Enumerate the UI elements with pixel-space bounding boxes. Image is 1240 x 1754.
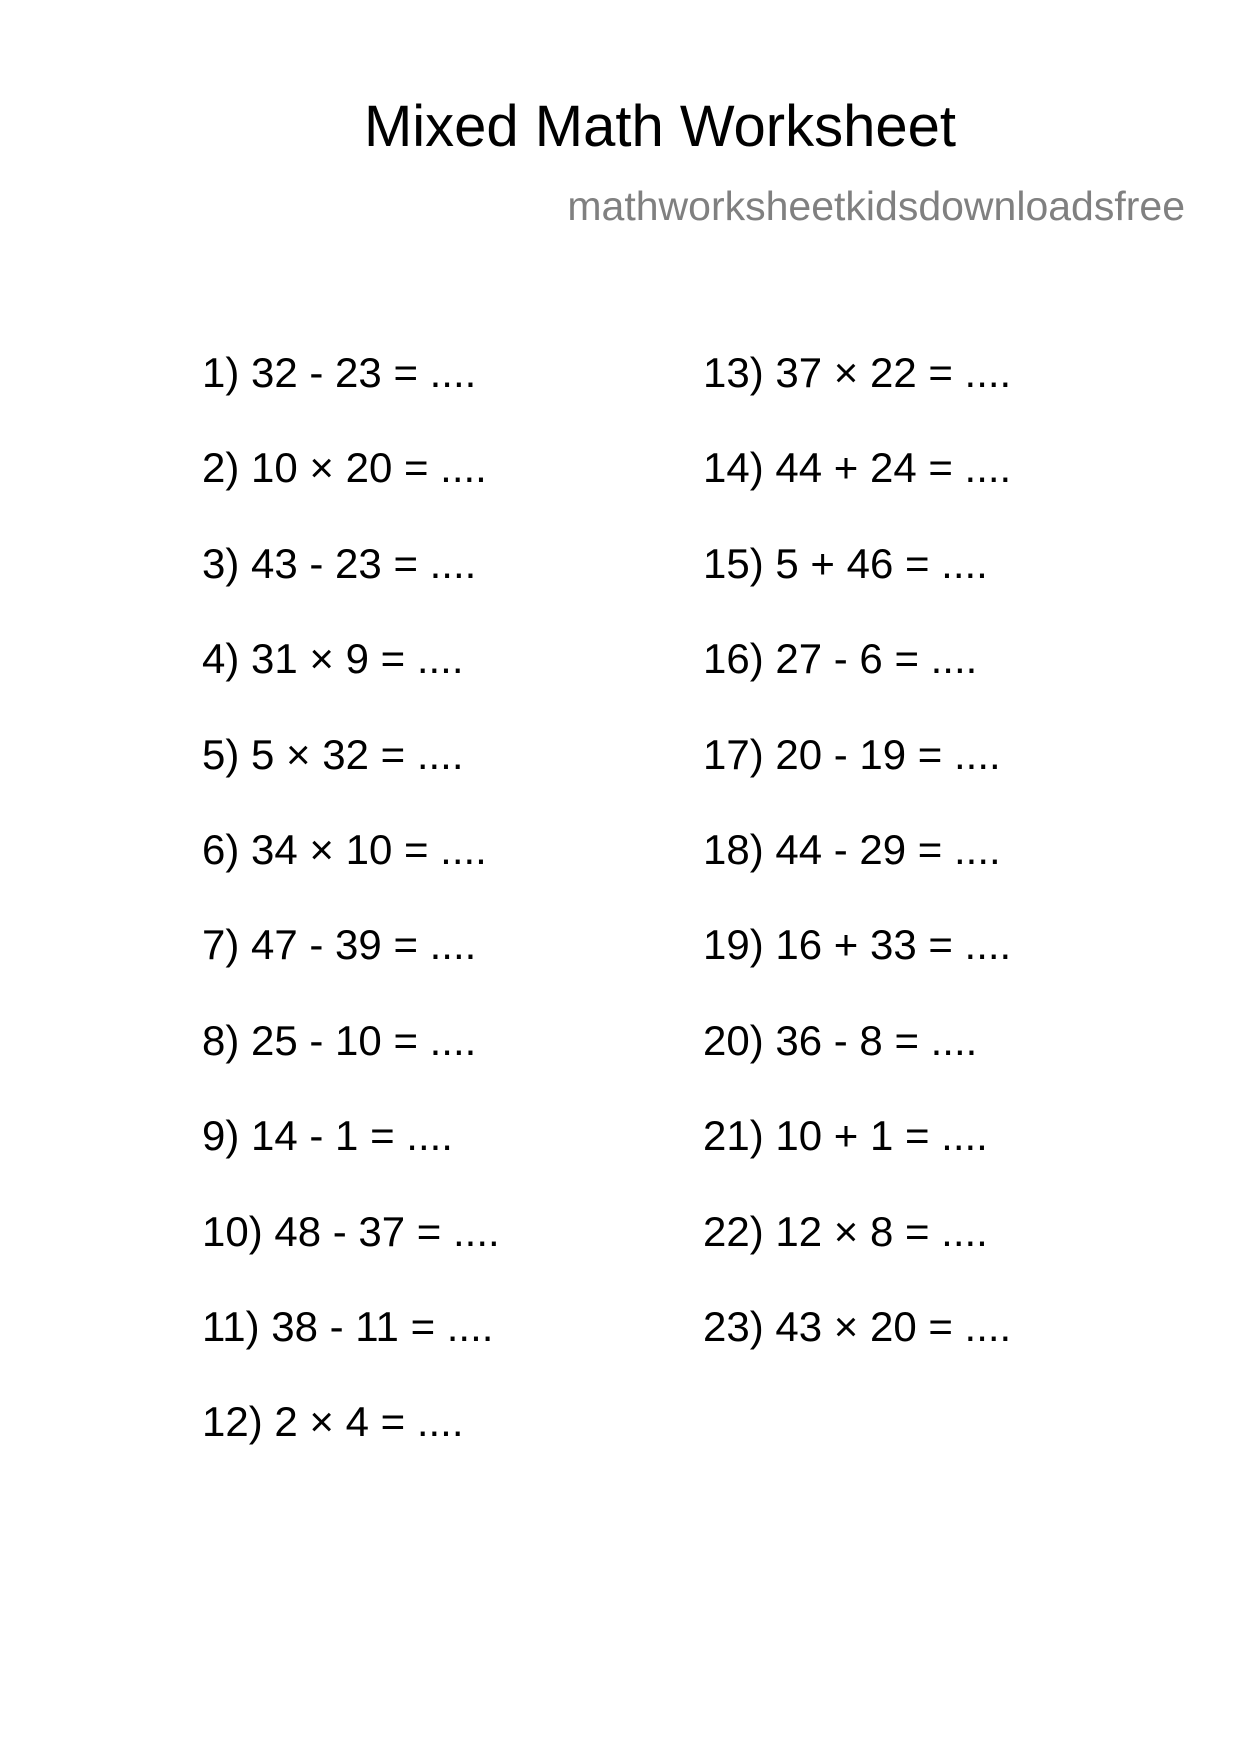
worksheet-title: Mixed Math Worksheet (363, 94, 957, 159)
problem-column-right (703, 349, 1012, 1401)
problem-19: 19) 16 + 33 = .... (703, 921, 1012, 969)
worksheet-subtitle: mathworksheetkidsdownloadsfree (567, 183, 1185, 229)
problem-5: 5) 5 × 32 = .... (202, 730, 464, 778)
problem-6: 6) 34 × 10 = .... (202, 825, 487, 873)
problem-11: 11) 38 - 11 = .... (202, 1302, 494, 1350)
problem-12: 12) 2 × 4 = .... (202, 1398, 464, 1446)
problem-9: 9) 14 - 1 = .... (202, 1112, 453, 1160)
problem-2: 2) 10 × 20 = .... (202, 444, 487, 492)
problem-21: 21) 10 + 1 = .... (703, 1112, 988, 1160)
problem-3: 3) 43 - 23 = .... (202, 539, 477, 587)
problem-15: 15) 5 + 46 = .... (703, 539, 988, 587)
problem-20: 20) 36 - 8 = .... (703, 1016, 978, 1064)
problem-16: 16) 27 - 6 = .... (703, 635, 978, 683)
problem-1: 1) 32 - 23 = .... (202, 349, 477, 396)
problem-4: 4) 31 × 9 = .... (202, 635, 464, 683)
problem-7: 7) 47 - 39 = .... (202, 921, 477, 969)
problem-18: 18) 44 - 29 = .... (703, 825, 1001, 873)
problem-14: 14) 44 + 24 = .... (703, 444, 1012, 492)
problem-10: 10) 48 - 37 = .... (202, 1207, 500, 1255)
problem-column-left (202, 349, 500, 1497)
problem-22: 22) 12 × 8 = .... (703, 1207, 988, 1255)
problem-17: 17) 20 - 19 = .... (703, 730, 1001, 778)
problem-8: 8) 25 - 10 = .... (202, 1016, 477, 1064)
problem-23: 23) 43 × 20 = .... (703, 1302, 1012, 1350)
problem-13: 13) 37 × 22 = .... (703, 349, 1012, 396)
